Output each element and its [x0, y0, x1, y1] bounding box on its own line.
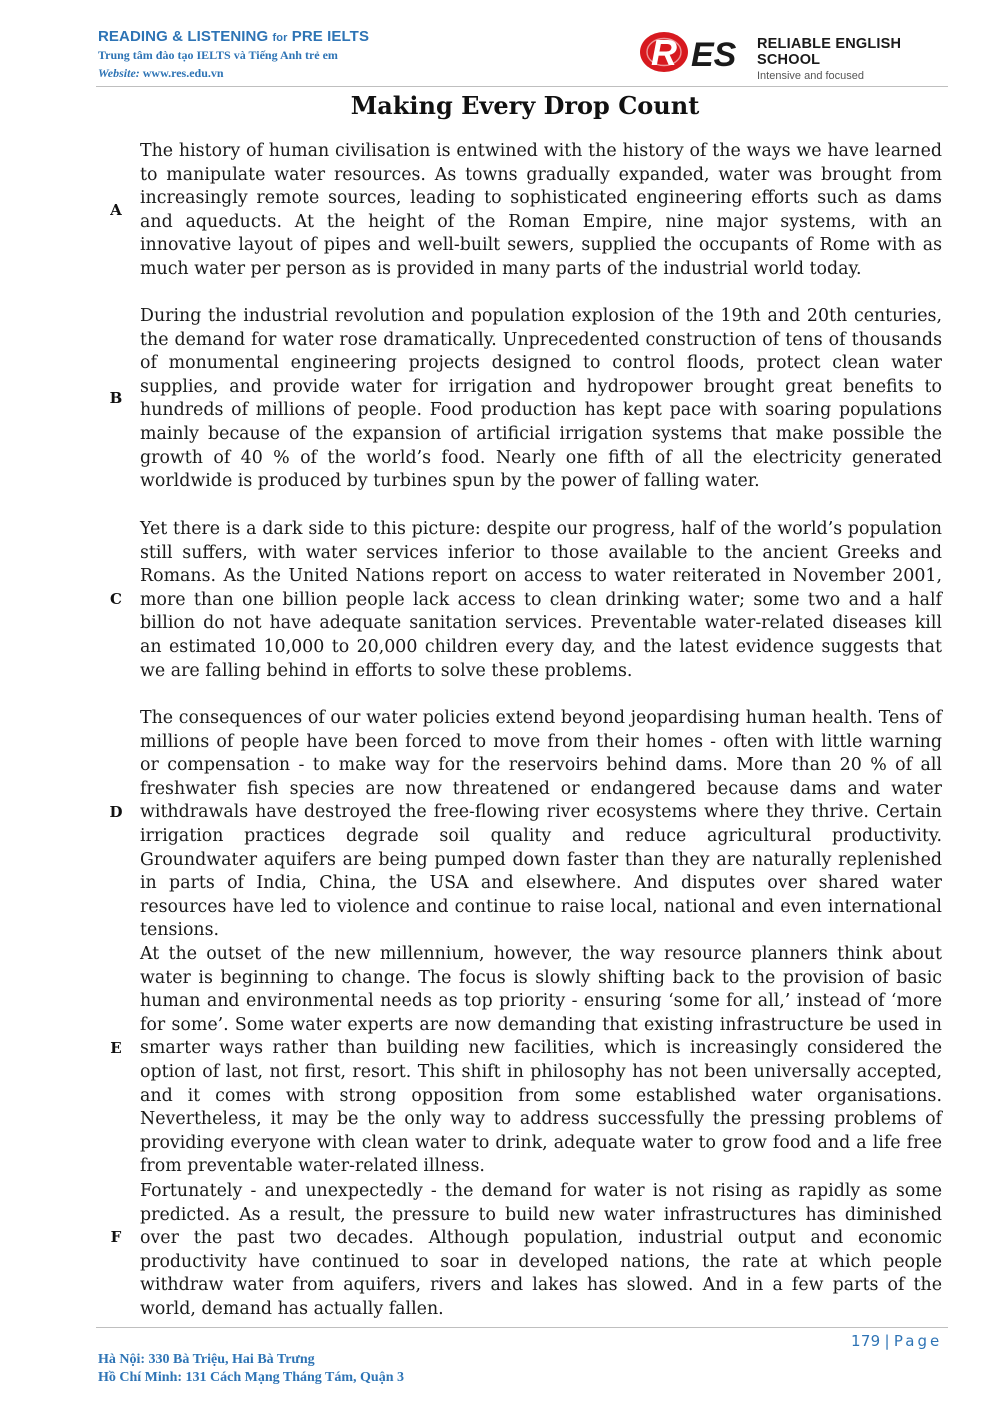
- page-number: 179 | Page: [851, 1332, 943, 1350]
- logo-text: [757, 36, 954, 82]
- school-tagline: Intensive and focused: [757, 70, 865, 82]
- paragraph-letter-d: D: [109, 803, 123, 821]
- res-logo: [634, 30, 954, 82]
- school-name: RELIABLE ENGLISH SCHOOL: [757, 36, 902, 68]
- paragraph-letter-a: A: [110, 201, 122, 219]
- document-title: Making Every Drop Count: [350, 91, 700, 120]
- address-hcm: Hồ Chí Minh: 131 Cách Mạng Tháng Tám, Quận 3: [98, 1370, 404, 1385]
- logo-letter-r: R: [651, 32, 677, 73]
- logo-letters-es: ES: [691, 36, 737, 74]
- footer-divider: [96, 1327, 948, 1328]
- paragraph-letter-f: F: [110, 1228, 122, 1246]
- paragraph-f: Fortunately - and unexpectedly - the demand for water is not rising as rapidly as some predicted. As a result, the pressure to build new water infrastructures has diminished over the past two decades. Although population, industrial output and economic productivity have continued to soar in developed nations, the rate at which people withdraw water from aquifers, rivers and lakes has slowed. And in a few parts of the world, demand has actually fallen.: [140, 1181, 942, 1319]
- header-divider: [96, 86, 948, 87]
- address-hanoi: Hà Nội: 330 Bà Triệu, Hai Bà Trưng: [98, 1352, 315, 1367]
- paragraph-letter-b: B: [109, 389, 123, 407]
- header-branding: [98, 28, 369, 81]
- paragraph-b: During the industrial revolution and population explosion of the 19th and 20th centuries, the demand for water rose dramatically. Unprecedented construction of tens of thousands of monumental engineering projects designed to control floods, protect clean water supplies, and provide water for irrigation and hydropower brought great benefits to hundreds of millions of people. Food production has kept pace with soaring populations mainly because of the expansion of artificial irrigation systems that make possible the growth of 40 % of the world’s food. Nearly one fifth of all the electricity generated worldwide is produced by turbines spun by the power of falling water.: [140, 306, 942, 492]
- paragraph-letter-e: E: [110, 1039, 122, 1057]
- paragraph-letter-c: C: [110, 590, 122, 608]
- paragraph-d: The consequences of our water policies extend beyond jeopardising human health. Tens of millions of people have been forced to move from their homes - often with little warning or compensation - to make way for the reservoirs behind dams. More than 20 % of all freshwater fish species are now threatened or endangered because dams and water withdrawals have destroyed the free-flowing river ecosystems where they thrive. Certain irrigation practices degrade soil quality and reduce agricultural productivity. Groundwater aquifers are being pumped down faster than they are naturally replenished in parts of India, China, the USA and elsewhere. And disputes over shared water resources have led to violence and continue to raise local, national and even international tensions.: [140, 708, 942, 941]
- paragraph-a: The history of human civilisation is entwined with the history of the ways we have learned to manipulate water resources. As towns gradually expanded, water was brought from increasingly remote sources, leading to sophisticated engineering efforts such as dams and aqueducts. At the height of the Roman Empire, nine major systems, with an innovative layout of pipes and well-built sewers, supplied the occupants of Rome with as much water per person as is provided in many parts of the industrial world today.: [140, 141, 942, 279]
- center-subtitle: Trung tâm đào tạo IELTS và Tiếng Anh trẻ em: [98, 48, 338, 62]
- website-link[interactable]: www.res.edu.vn: [142, 66, 224, 80]
- paragraph-c: Yet there is a dark side to this picture: despite our progress, half of the world’s population still suffers, with water services inferior to those available to the ancient Greeks and Romans. As the United Nations report on access to water reiterated in November 2001, more than one billion people lack access to clean drinking water; some two and a half billion do not have adequate sanitation services. Preventable water-related diseases kill an estimated 10,000 to 20,000 children every day, and the latest evidence suggests that we are falling behind in efforts to solve these problems.: [140, 519, 942, 681]
- website-label: Website:: [98, 66, 140, 80]
- res-logo-icon: [634, 30, 754, 74]
- paragraph-e: At the outset of the new millennium, however, the way resource planners think about water is beginning to change. The focus is slowly shifting back to the provision of basic human and environmental needs as top priority - ensuring ‘some for all,’ instead of ‘more for some’. Some water experts are now demanding that existing infrastructure be used in smarter ways rather than building new facilities, which is increasingly considered the option of last, not first, resort. This shift in philosophy has not been universally accepted, and it comes with strong opposition from some established water organisations. Nevertheless, it may be the only way to address successfully the pressing problems of providing everyone with clean water to drink, adequate water to grow food and a life free from preventable water-related illness.: [140, 944, 942, 1177]
- program-title: READING & LISTENING for PRE IELTS: [98, 28, 370, 45]
- website-line: [98, 66, 369, 81]
